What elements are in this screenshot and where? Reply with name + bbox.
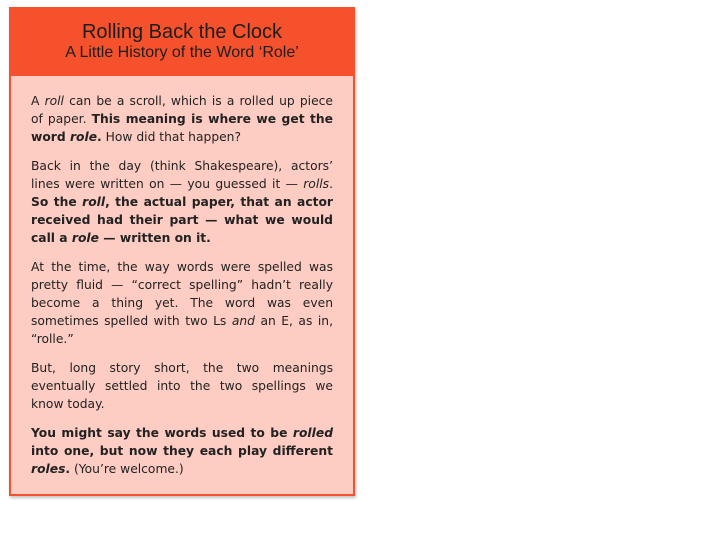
paragraph-3 [31,258,333,348]
text-span: . [97,130,102,144]
paragraph-5 [31,424,333,478]
paragraph-1 [31,92,333,146]
italic-word: roll [82,195,106,209]
text-span: How did that happen? [101,130,242,144]
text-span: an E, as in, “rolle.” [31,314,333,346]
paragraph-4 [31,359,333,413]
text-span: can be a scroll, which is a rolled up piece of paper. [31,94,333,126]
text-span: . [329,177,333,191]
text-span: You might say the words used to be [31,426,293,440]
text-span: into one, but now they each play different [31,444,333,458]
italic-word: roles [31,462,66,476]
card-subtitle: A Little History of the Word ‘Role’ [65,44,299,61]
italic-word: rolls [303,177,330,191]
text-span: So the [31,195,83,209]
italic-word: role [69,130,98,144]
italic-word: role [71,231,99,245]
card-body [11,76,353,478]
text-span: Back in the day (think Shakespeare), actors’ lines were written on — you guessed it — [31,159,333,191]
italic-word: roll [44,94,64,108]
paragraph-2 [31,157,333,247]
italic-word: rolled [292,426,333,440]
text-span: A [31,94,45,108]
text-span: At the time, the way words were spelled was pretty fluid — “correct spelling” hadn’t really become a thing yet. The word was even sometimes spelled with two Ls [31,260,333,328]
info-card [9,7,355,496]
italic-word: and [231,314,255,328]
card-title: Rolling Back the Clock [81,21,283,43]
text-span: But, long story short, the two meanings eventually settled into the two spellings we know today. [31,361,333,411]
text-span: (You’re welcome.) [70,462,184,476]
text-span: . [65,462,71,476]
text-span: This meaning is where we get the word [31,112,333,144]
text-span: — written on it. [98,231,211,245]
card-header [11,9,353,76]
text-span: , the actual paper, that an actor received had their part — what we would call a [31,195,333,245]
bold-text [31,195,333,245]
